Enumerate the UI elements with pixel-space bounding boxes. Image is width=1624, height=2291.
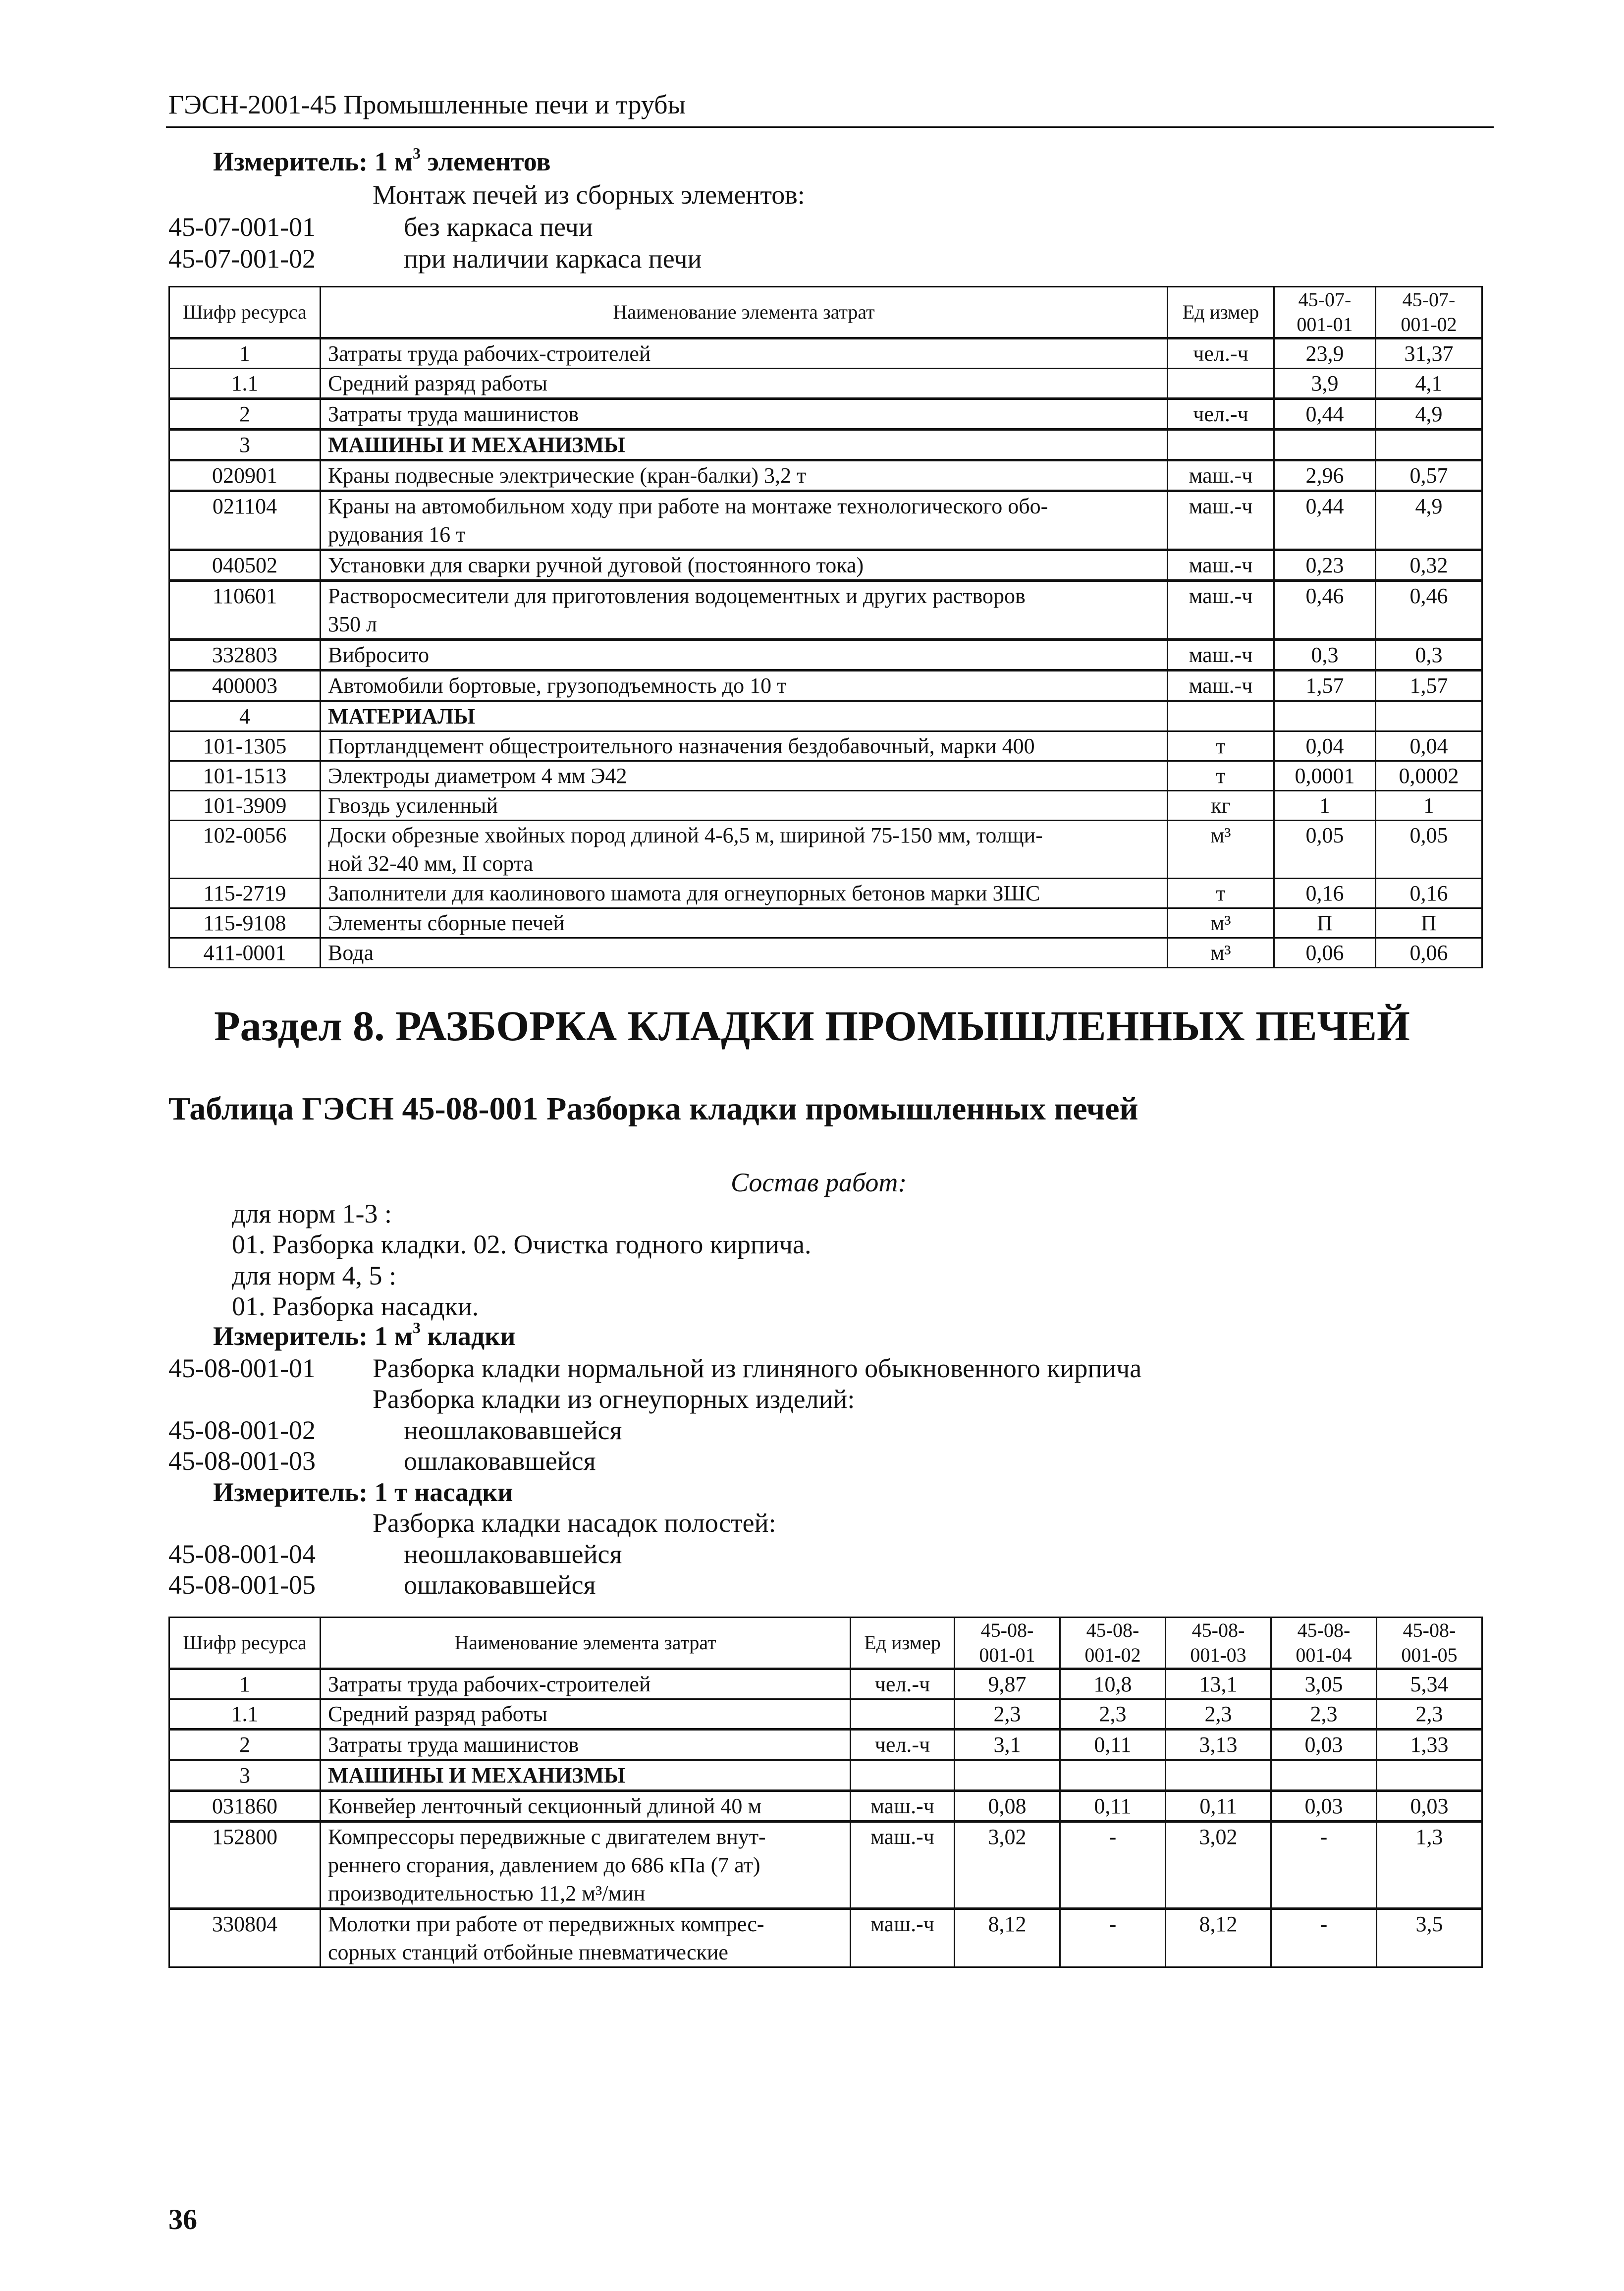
table-row — [169, 908, 1482, 938]
resource-name: Установки для сварки ручной дуговой (постоянного тока) — [321, 550, 1168, 581]
norm-text: ошлаковавшейся — [404, 1446, 596, 1476]
norm-value: 2,3 — [1166, 1699, 1271, 1730]
unit: маш.-ч — [851, 1791, 955, 1822]
norm-value: 1,57 — [1274, 671, 1376, 701]
resource-code: 3 — [169, 1760, 321, 1791]
norm-value: 0,03 — [1271, 1730, 1377, 1760]
table-title: Таблица ГЭСН 45-08-001 Разборка кладки промышленных печей — [168, 1091, 1138, 1127]
norm-value: 4,9 — [1376, 491, 1482, 550]
norm-text: неошлаковавшейся — [404, 1539, 622, 1569]
unit: маш.-ч — [1168, 550, 1274, 581]
norm-text: неошлаковавшейся — [404, 1415, 622, 1445]
table-row — [169, 761, 1482, 791]
resource-code: 152800 — [169, 1822, 321, 1909]
norm-value: 8,12 — [1166, 1909, 1271, 1967]
work-line: 01. Разборка насадки. — [232, 1291, 479, 1321]
norm-code: 45-07-001-01 — [168, 212, 316, 242]
unit: чел.-ч — [851, 1669, 955, 1699]
resource-code: 021104 — [169, 491, 321, 550]
norm-value: 13,1 — [1166, 1669, 1271, 1699]
resource-name: Автомобили бортовые, грузоподъемность до 10 т — [321, 671, 1168, 701]
resource-code: 330804 — [169, 1909, 321, 1967]
resource-code: 031860 — [169, 1791, 321, 1822]
norm-code: 45-08-001-03 — [168, 1446, 316, 1476]
resource-code: 040502 — [169, 550, 321, 581]
norm-value: 0,32 — [1376, 550, 1482, 581]
norm-value — [1376, 701, 1482, 731]
column-header-unit: Ед измер — [1168, 287, 1274, 338]
table-row — [169, 369, 1482, 399]
norm-value: 0,03 — [1271, 1791, 1377, 1822]
norm-value: 0,11 — [1060, 1730, 1166, 1760]
norm-value: 2,3 — [1060, 1699, 1166, 1730]
norm-value: 9,87 — [955, 1669, 1060, 1699]
norm-value: 0,05 — [1274, 821, 1376, 879]
norm-value — [1376, 430, 1482, 460]
table-row — [169, 791, 1482, 821]
unit: т — [1168, 879, 1274, 908]
norm-text: Разборка кладки нормальной из глиняного обыкновенного кирпича — [373, 1353, 1142, 1383]
column-header-name: Наименование элемента затрат — [321, 287, 1168, 338]
norm-value: 0,3 — [1274, 640, 1376, 671]
norm-value: 2,3 — [955, 1699, 1060, 1730]
norm-code: 45-08-001-01 — [168, 1353, 316, 1383]
table-row — [169, 731, 1482, 761]
table-row — [169, 821, 1482, 879]
norm-value: 3,13 — [1166, 1730, 1271, 1760]
column-header-norm: 45-07- 001-02 — [1376, 287, 1482, 338]
group-heading: МАТЕРИАЛЫ — [321, 701, 1168, 731]
work-line: для норм 4, 5 : — [232, 1261, 397, 1290]
norm-value: - — [1271, 1822, 1377, 1909]
unit: м³ — [1168, 821, 1274, 879]
unit: маш.-ч — [1168, 460, 1274, 491]
column-header-norm: 45-07- 001-01 — [1274, 287, 1376, 338]
norm-value: - — [1060, 1822, 1166, 1909]
table-row — [169, 460, 1482, 491]
norm-value — [1271, 1760, 1377, 1791]
norm-value: 1 — [1274, 791, 1376, 821]
norm-value: 0,3 — [1376, 640, 1482, 671]
unit: маш.-ч — [1168, 671, 1274, 701]
measure-label: Измеритель: — [213, 1477, 368, 1507]
norm-value: 0,04 — [1274, 731, 1376, 761]
resource-name: Растворосмесители для приготовления водоцементных и других растворов 350 л — [321, 581, 1168, 640]
norm-text: ошлаковавшейся — [404, 1570, 596, 1600]
column-header-norm: 45-08- 001-02 — [1060, 1618, 1166, 1669]
norm-value: 1,57 — [1376, 671, 1482, 701]
resource-name: Элементы сборные печей — [321, 908, 1168, 938]
resource-code: 3 — [169, 430, 321, 460]
norm-value: П — [1376, 908, 1482, 938]
table-row — [169, 1699, 1482, 1730]
norm-value: 0,11 — [1166, 1791, 1271, 1822]
unit: чел.-ч — [1168, 338, 1274, 369]
page-number: 36 — [168, 2203, 197, 2235]
norm-value: 3,02 — [1166, 1822, 1271, 1909]
column-header-norm: 45-08- 001-03 — [1166, 1618, 1271, 1669]
norm-value: 0,0002 — [1376, 761, 1482, 791]
table-row — [169, 640, 1482, 671]
norm-code: 45-08-001-04 — [168, 1539, 316, 1569]
measure-value: 1 м — [374, 147, 413, 176]
column-header-norm: 45-08- 001-04 — [1271, 1618, 1377, 1669]
norm-value: 10,8 — [1060, 1669, 1166, 1699]
column-header-norm: 45-08- 001-01 — [955, 1618, 1060, 1669]
norm-value: 0,16 — [1274, 879, 1376, 908]
measure-unit: кладки — [420, 1321, 516, 1351]
norm-value: 0,46 — [1376, 581, 1482, 640]
measure-label: Измеритель: — [213, 1321, 368, 1351]
norm-value: 2,96 — [1274, 460, 1376, 491]
work-line: для норм 1-3 : — [232, 1199, 392, 1229]
table-row — [169, 1822, 1482, 1909]
resource-code: 102-0056 — [169, 821, 321, 879]
norm-value: - — [1271, 1909, 1377, 1967]
norm-value: - — [1060, 1909, 1166, 1967]
norm-value: 23,9 — [1274, 338, 1376, 369]
resource-code: 1 — [169, 1669, 321, 1699]
norm-value: 8,12 — [955, 1909, 1060, 1967]
unit: маш.-ч — [1168, 640, 1274, 671]
block-intro: Разборка кладки насадок полостей: — [373, 1508, 776, 1538]
unit: маш.-ч — [851, 1822, 955, 1909]
norm-value: 0,46 — [1274, 581, 1376, 640]
norm-value: 0,23 — [1274, 550, 1376, 581]
measure-line-1 — [213, 146, 551, 177]
measure-label: Измеритель: — [213, 147, 368, 176]
unit — [1168, 430, 1274, 460]
norm-value: 1 — [1376, 791, 1482, 821]
table-row — [169, 879, 1482, 908]
unit: т — [1168, 761, 1274, 791]
measure-sup: 3 — [412, 1319, 421, 1337]
norm-code: 45-08-001-02 — [168, 1415, 316, 1445]
resource-code: 101-3909 — [169, 791, 321, 821]
resource-code: 1.1 — [169, 369, 321, 399]
norm-value: 1,33 — [1377, 1730, 1482, 1760]
norm-value: 3,05 — [1271, 1669, 1377, 1699]
resource-code: 400003 — [169, 671, 321, 701]
norm-value: П — [1274, 908, 1376, 938]
norm-value — [955, 1760, 1060, 1791]
norm-value: 2,3 — [1377, 1699, 1482, 1730]
norm-value — [1166, 1760, 1271, 1791]
resource-code: 110601 — [169, 581, 321, 640]
norm-text: без каркаса печи — [404, 212, 593, 242]
measure-sup: 3 — [412, 144, 421, 162]
resource-name: Затраты труда машинистов — [321, 1730, 851, 1760]
unit: маш.-ч — [1168, 581, 1274, 640]
block-intro: Монтаж печей из сборных элементов: — [373, 180, 805, 210]
resource-name: Электроды диаметром 4 мм Э42 — [321, 761, 1168, 791]
resource-table-1 — [168, 286, 1483, 968]
norm-value: 0,03 — [1377, 1791, 1482, 1822]
table-row — [169, 1760, 1482, 1791]
norm-value: 3,9 — [1274, 369, 1376, 399]
resource-code: 332803 — [169, 640, 321, 671]
unit: кг — [1168, 791, 1274, 821]
norm-value: 0,11 — [1060, 1791, 1166, 1822]
resource-name: Затраты труда рабочих-строителей — [321, 338, 1168, 369]
norm-value: 0,05 — [1376, 821, 1482, 879]
column-header-norm: 45-08- 001-05 — [1377, 1618, 1482, 1669]
header-rule — [166, 126, 1494, 128]
unit: т — [1168, 731, 1274, 761]
work-line: 01. Разборка кладки. 02. Очистка годного кирпича. — [232, 1229, 812, 1259]
resource-name: Краны на автомобильном ходу при работе на монтаже технологического обо- рудования 16 т — [321, 491, 1168, 550]
norm-value: 5,34 — [1377, 1669, 1482, 1699]
norm-value: 3,5 — [1377, 1909, 1482, 1967]
unit: чел.-ч — [851, 1730, 955, 1760]
resource-name: Средний разряд работы — [321, 369, 1168, 399]
resource-name: Вибросито — [321, 640, 1168, 671]
table-row — [169, 491, 1482, 550]
table-row — [169, 338, 1482, 369]
table-row — [169, 1730, 1482, 1760]
resource-code: 115-9108 — [169, 908, 321, 938]
table-row — [169, 701, 1482, 731]
norm-value: 0,44 — [1274, 491, 1376, 550]
work-heading: Состав работ: — [731, 1168, 907, 1197]
resource-name: Краны подвесные электрические (кран-балки) 3,2 т — [321, 460, 1168, 491]
norm-value: 3,02 — [955, 1822, 1060, 1909]
running-header: ГЭСН-2001-45 Промышленные печи и трубы — [168, 90, 686, 119]
norm-value: 0,0001 — [1274, 761, 1376, 791]
group-heading: МАШИНЫ И МЕХАНИЗМЫ — [321, 430, 1168, 460]
resource-name: Средний разряд работы — [321, 1699, 851, 1730]
measure-unit: 1 т насадки — [374, 1477, 513, 1507]
measure-unit: элементов — [420, 147, 551, 176]
table-row — [169, 399, 1482, 430]
resource-code: 020901 — [169, 460, 321, 491]
table-row — [169, 581, 1482, 640]
norm-text: при наличии каркаса печи — [404, 244, 702, 274]
column-header-code: Шифр ресурса — [169, 287, 321, 338]
table-row — [169, 550, 1482, 581]
table-row — [169, 671, 1482, 701]
measure-value: 1 м — [374, 1321, 413, 1351]
table-row — [169, 938, 1482, 968]
table-row — [169, 1909, 1482, 1967]
resource-code: 411-0001 — [169, 938, 321, 968]
resource-code: 101-1305 — [169, 731, 321, 761]
resource-code: 2 — [169, 399, 321, 430]
block-intro: Разборка кладки из огнеупорных изделий: — [373, 1384, 855, 1414]
norm-value: 3,1 — [955, 1730, 1060, 1760]
norm-value: 0,16 — [1376, 879, 1482, 908]
unit — [851, 1760, 955, 1791]
norm-value: 0,06 — [1376, 938, 1482, 968]
norm-value: 4,9 — [1376, 399, 1482, 430]
resource-name: Затраты труда рабочих-строителей — [321, 1669, 851, 1699]
table-row — [169, 1669, 1482, 1699]
resource-code: 101-1513 — [169, 761, 321, 791]
resource-name: Заполнители для каолинового шамота для огнеупорных бетонов марки ЗШС — [321, 879, 1168, 908]
resource-name: Вода — [321, 938, 1168, 968]
resource-name: Гвоздь усиленный — [321, 791, 1168, 821]
group-heading: МАШИНЫ И МЕХАНИЗМЫ — [321, 1760, 851, 1791]
norm-value — [1274, 701, 1376, 731]
resource-name: Затраты труда машинистов — [321, 399, 1168, 430]
norm-value: 0,08 — [955, 1791, 1060, 1822]
norm-value: 0,06 — [1274, 938, 1376, 968]
measure-line-2 — [213, 1321, 515, 1351]
norm-value — [1274, 430, 1376, 460]
resource-code: 115-2719 — [169, 879, 321, 908]
norm-value — [1377, 1760, 1482, 1791]
unit: маш.-ч — [851, 1909, 955, 1967]
table-row — [169, 1791, 1482, 1822]
resource-code: 4 — [169, 701, 321, 731]
norm-code: 45-07-001-02 — [168, 244, 316, 274]
section-title: Раздел 8. РАЗБОРКА КЛАДКИ ПРОМЫШЛЕННЫХ ПЕЧЕЙ — [214, 1002, 1410, 1050]
norm-value — [1060, 1760, 1166, 1791]
unit — [1168, 369, 1274, 399]
unit: чел.-ч — [1168, 399, 1274, 430]
resource-code: 1.1 — [169, 1699, 321, 1730]
resource-name: Конвейер ленточный секционный длиной 40 м — [321, 1791, 851, 1822]
resource-name: Молотки при работе от передвижных компрес- сорных станций отбойные пневматические — [321, 1909, 851, 1967]
norm-value: 4,1 — [1376, 369, 1482, 399]
norm-value: 1,3 — [1377, 1822, 1482, 1909]
norm-code: 45-08-001-05 — [168, 1570, 316, 1600]
unit: м³ — [1168, 908, 1274, 938]
norm-value: 0,44 — [1274, 399, 1376, 430]
resource-table-2 — [168, 1617, 1483, 1968]
norm-value: 0,04 — [1376, 731, 1482, 761]
unit — [851, 1699, 955, 1730]
column-header-name: Наименование элемента затрат — [321, 1618, 851, 1669]
resource-name: Портландцемент общестроительного назначения бездобавочный, марки 400 — [321, 731, 1168, 761]
measure-line-3 — [213, 1477, 513, 1508]
norm-value: 31,37 — [1376, 338, 1482, 369]
resource-code: 2 — [169, 1730, 321, 1760]
norm-value: 0,57 — [1376, 460, 1482, 491]
resource-name: Доски обрезные хвойных пород длиной 4-6,5 м, шириной 75-150 мм, толщи- ной 32-40 мм, II сорта — [321, 821, 1168, 879]
norm-value: 2,3 — [1271, 1699, 1377, 1730]
unit — [1168, 701, 1274, 731]
unit: маш.-ч — [1168, 491, 1274, 550]
unit: м³ — [1168, 938, 1274, 968]
resource-code: 1 — [169, 338, 321, 369]
column-header-code: Шифр ресурса — [169, 1618, 321, 1669]
resource-name: Компрессоры передвижные с двигателем внут- реннего сгорания, давлением до 686 кПа (7 ат) производительностью 11,2 м³/мин — [321, 1822, 851, 1909]
column-header-unit: Ед измер — [851, 1618, 955, 1669]
table-row — [169, 430, 1482, 460]
